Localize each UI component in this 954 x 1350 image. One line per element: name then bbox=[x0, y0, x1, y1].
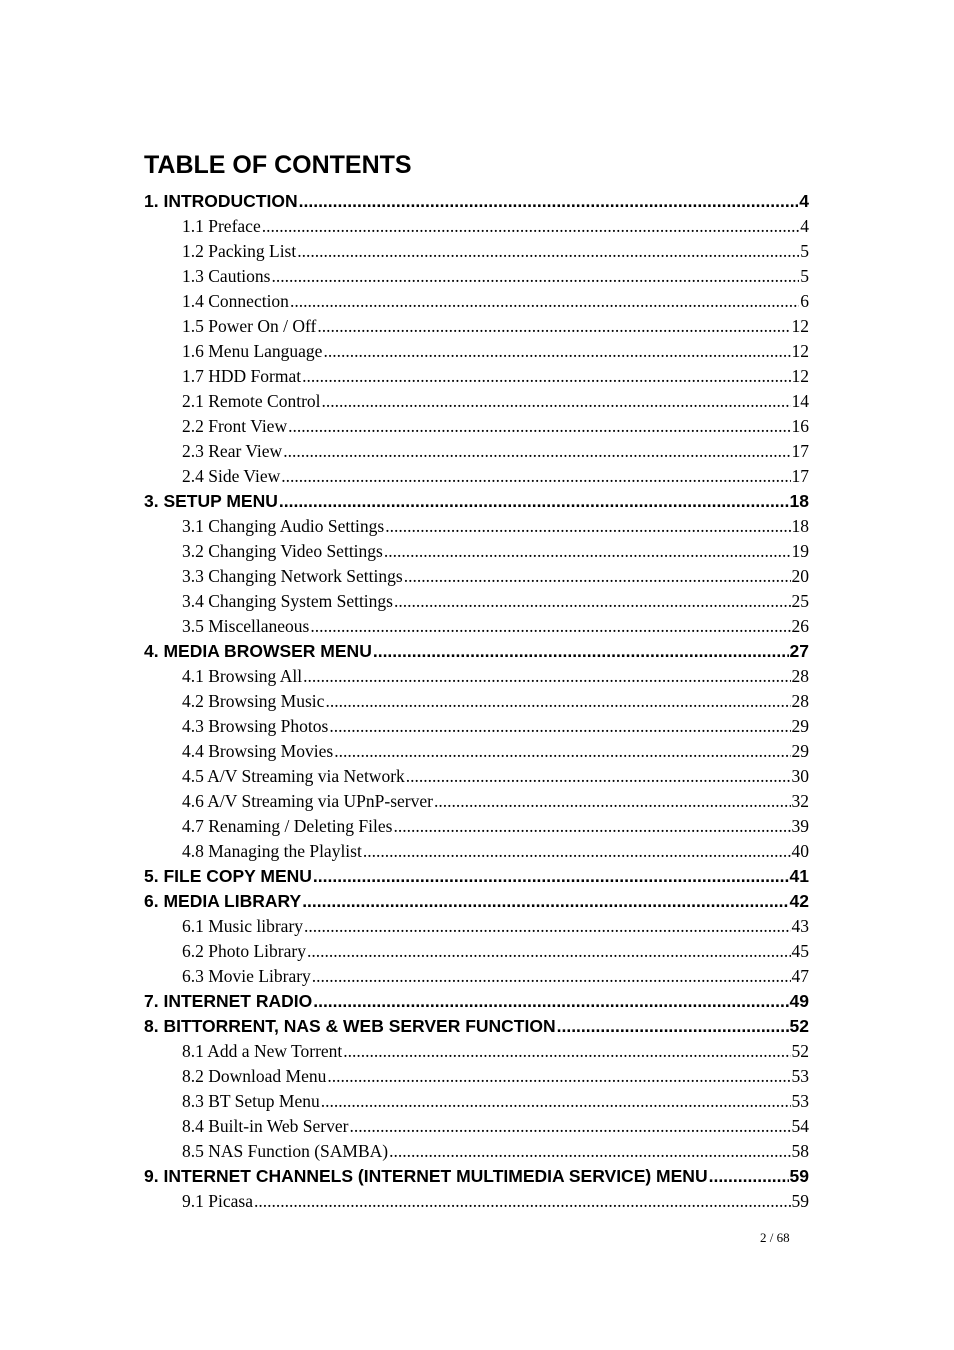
toc-entry-page: 59 bbox=[789, 1166, 809, 1186]
toc-section-entry bbox=[144, 239, 809, 264]
toc-entry-page: 5 bbox=[800, 266, 809, 286]
toc-section-entry bbox=[144, 364, 809, 389]
toc-dot-leader bbox=[313, 989, 788, 1014]
toc-entry-page: 47 bbox=[791, 966, 809, 986]
toc-dot-leader bbox=[302, 889, 788, 914]
toc-entry-page: 54 bbox=[791, 1116, 809, 1136]
toc-dot-leader bbox=[312, 964, 791, 989]
toc-dot-leader bbox=[406, 764, 791, 789]
toc-entry-label: 6.2 Photo Library bbox=[182, 941, 306, 961]
toc-section-entry bbox=[144, 1114, 809, 1139]
toc-entry-label: 1.4 Connection bbox=[182, 291, 289, 311]
toc-chapter-entry bbox=[144, 189, 809, 214]
toc-dot-leader bbox=[325, 689, 790, 714]
toc-entry-page: 40 bbox=[791, 841, 809, 861]
toc-section-entry bbox=[144, 839, 809, 864]
toc-entry-page: 53 bbox=[791, 1066, 809, 1086]
toc-entry-label: 1. INTRODUCTION bbox=[144, 191, 298, 211]
toc-entry-page: 5 bbox=[800, 241, 809, 261]
toc-dot-leader bbox=[557, 1014, 789, 1039]
toc-entry-label: 4.3 Browsing Photos bbox=[182, 716, 329, 736]
toc-entry-label: 8.2 Download Menu bbox=[182, 1066, 327, 1086]
toc-dot-leader bbox=[394, 589, 791, 614]
toc-entry-label: 2.4 Side View bbox=[182, 466, 281, 486]
toc-entry-label: 1.6 Menu Language bbox=[182, 341, 323, 361]
toc-entry-label: 4.7 Renaming / Deleting Files bbox=[182, 816, 393, 836]
toc-dot-leader bbox=[283, 439, 790, 464]
toc-dot-leader bbox=[310, 614, 790, 639]
toc-dot-leader bbox=[304, 914, 790, 939]
toc-entry-label: 1.3 Cautions bbox=[182, 266, 271, 286]
toc-section-entry bbox=[144, 914, 809, 939]
toc-entry-label: 1.7 HDD Format bbox=[182, 366, 302, 386]
toc-entry-page: 16 bbox=[791, 416, 809, 436]
toc-entry-page: 14 bbox=[791, 391, 809, 411]
toc-entry-page: 28 bbox=[791, 691, 809, 711]
toc-dot-leader bbox=[313, 864, 789, 889]
toc-dot-leader bbox=[327, 1064, 790, 1089]
toc-section-entry bbox=[144, 439, 809, 464]
toc-dot-leader bbox=[317, 314, 790, 339]
toc-entry-page: 20 bbox=[791, 566, 809, 586]
toc-entry-label: 3.2 Changing Video Settings bbox=[182, 541, 383, 561]
toc-entry-page: 49 bbox=[789, 991, 809, 1011]
toc-dot-leader bbox=[290, 289, 799, 314]
toc-entry-label: 8.1 Add a New Torrent bbox=[182, 1041, 343, 1061]
toc-dot-leader bbox=[373, 639, 789, 664]
toc-entry-label: 8. BITTORRENT, NAS & WEB SERVER FUNCTION bbox=[144, 1016, 556, 1036]
toc-entry-label: 9. INTERNET CHANNELS (INTERNET MULTIMEDIA SERVICE) MENU bbox=[144, 1166, 708, 1186]
toc-section-entry bbox=[144, 1064, 809, 1089]
toc-entry-label: 2.1 Remote Control bbox=[182, 391, 321, 411]
toc-entry-page: 26 bbox=[791, 616, 809, 636]
toc-entry-page: 53 bbox=[791, 1091, 809, 1111]
toc-entry-page: 27 bbox=[789, 641, 809, 661]
toc-chapter-entry bbox=[144, 1014, 809, 1039]
page-title: TABLE OF CONTENTS bbox=[144, 151, 412, 179]
toc-entry-page: 58 bbox=[791, 1141, 809, 1161]
toc-entry-page: 42 bbox=[789, 891, 809, 911]
toc-dot-leader bbox=[303, 664, 790, 689]
toc-entry-page: 4 bbox=[800, 216, 809, 236]
toc-entry-page: 52 bbox=[789, 1016, 809, 1036]
toc-entry-page: 28 bbox=[791, 666, 809, 686]
toc-section-entry bbox=[144, 539, 809, 564]
toc-entry-page: 29 bbox=[791, 741, 809, 761]
toc-dot-leader bbox=[709, 1164, 789, 1189]
toc-entry-label: 8.3 BT Setup Menu bbox=[182, 1091, 320, 1111]
toc-entry-label: 2.2 Front View bbox=[182, 416, 288, 436]
toc-entry-label: 2.3 Rear View bbox=[182, 441, 283, 461]
toc-dot-leader bbox=[322, 389, 791, 414]
toc-chapter-entry bbox=[144, 864, 809, 889]
toc-section-entry bbox=[144, 1039, 809, 1064]
toc-entry-label: 3.1 Changing Audio Settings bbox=[182, 516, 385, 536]
toc-entry-label: 1.2 Packing List bbox=[182, 241, 297, 261]
toc-entry-label: 4.2 Browsing Music bbox=[182, 691, 325, 711]
toc-dot-leader bbox=[404, 564, 791, 589]
page-number: 2 / 68 bbox=[760, 1230, 790, 1245]
toc-section-entry bbox=[144, 1089, 809, 1114]
toc-dot-leader bbox=[393, 814, 790, 839]
toc-entry-label: 3. SETUP MENU bbox=[144, 491, 278, 511]
toc-entry-page: 17 bbox=[791, 466, 809, 486]
toc-dot-leader bbox=[271, 264, 799, 289]
toc-entry-label: 4.4 Browsing Movies bbox=[182, 741, 334, 761]
toc-dot-leader bbox=[321, 1089, 791, 1114]
toc-entry-label: 6. MEDIA LIBRARY bbox=[144, 891, 302, 911]
toc-entry-label: 3.3 Changing Network Settings bbox=[182, 566, 403, 586]
toc-section-entry bbox=[144, 789, 809, 814]
toc-entry-label: 7. INTERNET RADIO bbox=[144, 991, 313, 1011]
toc-entry-page: 30 bbox=[791, 766, 809, 786]
toc-dot-leader bbox=[307, 939, 791, 964]
toc-entry-label: 5. FILE COPY MENU bbox=[144, 866, 312, 886]
toc-section-entry bbox=[144, 414, 809, 439]
toc-entry-page: 12 bbox=[791, 316, 809, 336]
toc-entry-page: 4 bbox=[799, 191, 809, 211]
toc-dot-leader bbox=[389, 1139, 790, 1164]
toc-dot-leader bbox=[363, 839, 791, 864]
toc-dot-leader bbox=[297, 239, 799, 264]
toc-entry-label: 4. MEDIA BROWSER MENU bbox=[144, 641, 372, 661]
toc-section-entry bbox=[144, 464, 809, 489]
toc-entry-label: 9.1 Picasa bbox=[182, 1191, 253, 1211]
toc-entry-page: 12 bbox=[791, 366, 809, 386]
toc-dot-leader bbox=[385, 514, 790, 539]
toc-section-entry bbox=[144, 339, 809, 364]
toc-dot-leader bbox=[343, 1039, 790, 1064]
toc-chapter-entry bbox=[144, 989, 809, 1014]
toc-entry-label: 4.8 Managing the Playlist bbox=[182, 841, 362, 861]
toc-entry-label: 6.3 Movie Library bbox=[182, 966, 311, 986]
toc-entry-label: 8.4 Built-in Web Server bbox=[182, 1116, 349, 1136]
toc-chapter-entry bbox=[144, 489, 809, 514]
toc-section-entry bbox=[144, 514, 809, 539]
toc-section-entry bbox=[144, 314, 809, 339]
toc-entry-label: 3.4 Changing System Settings bbox=[182, 591, 393, 611]
toc-entry-page: 19 bbox=[791, 541, 809, 561]
toc-dot-leader bbox=[329, 714, 790, 739]
toc-section-entry bbox=[144, 1139, 809, 1164]
toc-entry-page: 18 bbox=[789, 491, 809, 511]
toc-entry-label: 6.1 Music library bbox=[182, 916, 304, 936]
toc-dot-leader bbox=[384, 539, 791, 564]
toc-section-entry bbox=[144, 764, 809, 789]
toc-section-entry bbox=[144, 814, 809, 839]
toc-section-entry bbox=[144, 939, 809, 964]
toc-section-entry bbox=[144, 1189, 809, 1214]
toc-dot-leader bbox=[434, 789, 791, 814]
toc-entry-page: 39 bbox=[791, 816, 809, 836]
toc-entry-page: 12 bbox=[791, 341, 809, 361]
toc-entry-label: 4.1 Browsing All bbox=[182, 666, 303, 686]
toc-section-entry bbox=[144, 589, 809, 614]
toc-dot-leader bbox=[299, 189, 799, 214]
toc-entry-page: 29 bbox=[791, 716, 809, 736]
toc-entry-page: 17 bbox=[791, 441, 809, 461]
toc-section-entry bbox=[144, 964, 809, 989]
toc-entry-label: 4.6 A/V Streaming via UPnP-server bbox=[182, 791, 433, 811]
toc-dot-leader bbox=[334, 739, 790, 764]
toc-section-entry bbox=[144, 214, 809, 239]
toc-section-entry bbox=[144, 289, 809, 314]
toc-entry-page: 6 bbox=[800, 291, 809, 311]
toc-entry-page: 41 bbox=[789, 866, 809, 886]
toc-entry-label: 4.5 A/V Streaming via Network bbox=[182, 766, 405, 786]
toc-entry-page: 52 bbox=[791, 1041, 809, 1061]
toc-entry-label: 1.5 Power On / Off bbox=[182, 316, 317, 336]
toc-section-entry bbox=[144, 714, 809, 739]
toc-dot-leader bbox=[279, 489, 789, 514]
toc-dot-leader bbox=[288, 414, 790, 439]
toc-section-entry bbox=[144, 739, 809, 764]
toc-entry-page: 32 bbox=[791, 791, 809, 811]
toc-entry-page: 43 bbox=[791, 916, 809, 936]
toc-dot-leader bbox=[254, 1189, 791, 1214]
toc-entry-label: 1.1 Preface bbox=[182, 216, 261, 236]
toc-section-entry bbox=[144, 664, 809, 689]
toc-section-entry bbox=[144, 389, 809, 414]
toc-entry-page: 45 bbox=[791, 941, 809, 961]
toc-entry-label: 8.5 NAS Function (SAMBA) bbox=[182, 1141, 389, 1161]
toc-chapter-entry bbox=[144, 639, 809, 664]
toc-entry-page: 18 bbox=[791, 516, 809, 536]
table-of-contents bbox=[144, 189, 809, 1214]
toc-dot-leader bbox=[262, 214, 800, 239]
toc-section-entry bbox=[144, 614, 809, 639]
toc-chapter-entry bbox=[144, 889, 809, 914]
toc-dot-leader bbox=[349, 1114, 790, 1139]
toc-entry-label: 3.5 Miscellaneous bbox=[182, 616, 310, 636]
toc-dot-leader bbox=[302, 364, 790, 389]
toc-entry-page: 25 bbox=[791, 591, 809, 611]
toc-dot-leader bbox=[281, 464, 790, 489]
toc-section-entry bbox=[144, 689, 809, 714]
toc-entry-page: 59 bbox=[791, 1191, 809, 1211]
toc-section-entry bbox=[144, 264, 809, 289]
toc-dot-leader bbox=[323, 339, 790, 364]
toc-section-entry bbox=[144, 564, 809, 589]
toc-chapter-entry bbox=[144, 1164, 809, 1189]
